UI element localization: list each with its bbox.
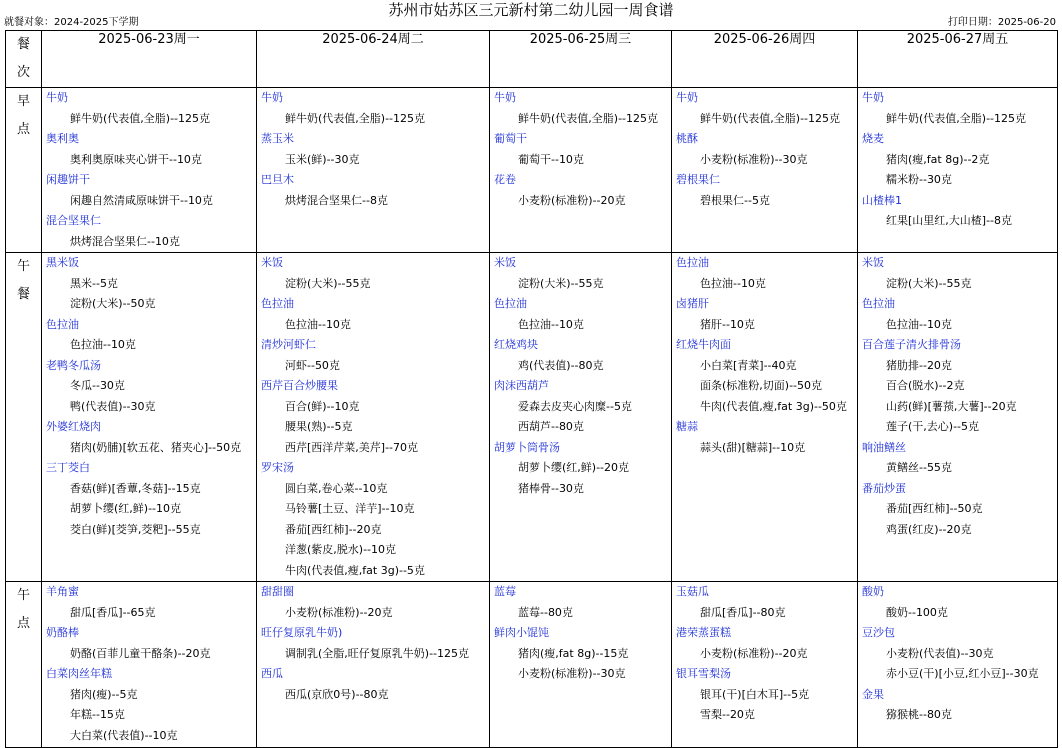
ingredient-item: 百合(鲜)--10克	[285, 399, 360, 413]
ingredient-item: 大白菜(代表值)--10克	[70, 728, 178, 742]
ingredient-item: 小麦粉(标准粉)--20克	[700, 646, 808, 660]
ingredient-item: 鸭(代表值)--30克	[70, 399, 156, 413]
ingredient-item: 鸡蛋(红皮)--20克	[886, 522, 972, 536]
day-header: 2025-06-25周三	[490, 31, 672, 88]
ingredient-item: 奶酪(百菲儿童干酪条)--20克	[70, 646, 211, 660]
ingredient-item: 胡萝卜缨(红,鲜)--10克	[70, 502, 182, 515]
ingredient-item: 甜瓜[香瓜]--80克	[700, 605, 786, 619]
ingredient-item: 胡萝卜缨(红,鲜)--20克	[518, 461, 630, 474]
ingredient-item: 雪梨--20克	[700, 708, 755, 721]
ingredient-item: 小麦粉(标准粉)--30克	[700, 152, 808, 166]
ingredient-item: 腰果(熟)--5克	[285, 420, 353, 433]
ingredient-item: 猪肉(奶脯)[软五花、猪夹心]--50克	[70, 440, 242, 454]
dish-name: 西瓜	[261, 667, 283, 680]
dish-name: 外婆红烧肉	[46, 420, 101, 433]
meal-row	[6, 88, 1058, 253]
ingredient-item: 调制乳(全脂,旺仔复原乳牛奶)--125克	[285, 646, 470, 660]
ingredient-item: 赤小豆(干)[小豆,红小豆]--30克	[886, 667, 1039, 680]
ingredient-item: 爱森去皮夹心肉糜--5克	[518, 399, 632, 413]
ingredient-item: 鲜牛奶(代表值,全脂)--125克	[518, 111, 659, 125]
dish-name: 米饭	[862, 256, 884, 269]
menu-cell	[42, 253, 257, 582]
ingredient-item: 奥利奥原味夹心饼干--10克	[70, 152, 202, 166]
ingredient-item: 鲜牛奶(代表值,全脂)--125克	[700, 111, 841, 125]
ingredient-item: 银耳(干)[白木耳]--5克	[700, 687, 810, 701]
dish-name: 三丁茭白	[46, 461, 90, 474]
ingredient-item: 色拉油--10克	[70, 338, 136, 351]
ingredient-item: 色拉油--10克	[700, 276, 766, 290]
menu-cell	[490, 88, 672, 253]
dish-name: 奶酪棒	[46, 626, 79, 639]
ingredient-item: 闲趣自然清咸原味饼干--10克	[70, 193, 213, 207]
ingredient-item: 牛肉(代表值,瘦,fat 3g)--50克	[700, 399, 847, 413]
ingredient-item: 猪肝--10克	[700, 317, 755, 331]
menu-cell	[42, 582, 257, 748]
ingredient-item: 面条(标准粉,切面)--50克	[700, 379, 823, 392]
ingredient-item: 小麦粉(标准粉)--20克	[285, 605, 393, 619]
dish-name: 酸奶	[862, 585, 884, 598]
ingredient-item: 洋葱(紫皮,脱水)--10克	[285, 543, 397, 556]
ingredient-item: 猕猴桃--80克	[886, 708, 952, 721]
dish-name: 响油鳝丝	[862, 440, 906, 454]
meal-row	[6, 582, 1058, 748]
ingredient-item: 小白菜[青菜]--40克	[700, 358, 797, 372]
ingredient-item: 牛肉(代表值,瘦,fat 3g)--5克	[285, 563, 425, 577]
ingredient-item: 烘烤混合坚果仁--10克	[70, 234, 180, 248]
page-title: 苏州市姑苏区三元新村第二幼儿园一周食谱	[388, 1, 674, 19]
ingredient-item: 蒜头(甜)[糖蒜]--10克	[700, 440, 806, 454]
ingredient-item: 小麦粉(标准粉)--30克	[518, 667, 626, 680]
dish-name: 色拉油	[494, 297, 527, 310]
meal-label: 午 餐	[6, 253, 42, 582]
ingredient-item: 小麦粉(标准粉)--20克	[518, 193, 626, 207]
dish-name: 山楂棒1	[862, 193, 902, 207]
ingredient-item: 蓝莓--80克	[518, 605, 573, 619]
ingredient-item: 黑米--5克	[70, 276, 118, 290]
menu-cell	[42, 88, 257, 253]
dish-name: 银耳雪梨汤	[676, 667, 731, 680]
dish-name: 奥利奥	[46, 132, 79, 145]
ingredient-item: 茭白(鲜)[茭笋,茭粑]--55克	[70, 522, 201, 536]
dish-name: 色拉油	[46, 317, 79, 331]
ingredient-item: 猪肉(瘦)--5克	[70, 687, 138, 701]
ingredient-item: 猪肉(瘦,fat 8g)--15克	[518, 646, 629, 660]
ingredient-item: 糯米粉--30克	[886, 173, 952, 186]
dish-name: 红烧鸡块	[494, 338, 538, 351]
ingredient-item: 淀粉(大米)--55克	[518, 276, 604, 290]
menu-cell	[257, 253, 490, 582]
menu-cell	[490, 582, 672, 748]
dish-name: 豆沙包	[862, 626, 895, 639]
dish-name: 花卷	[494, 173, 516, 186]
dish-name: 桃酥	[676, 132, 698, 145]
menu-cell	[858, 88, 1058, 253]
ingredient-item: 红果[山里红,大山楂]--8克	[886, 214, 1013, 227]
dish-name: 番茄炒蛋	[862, 481, 906, 495]
ingredient-item: 莲子(干,去心)--5克	[886, 420, 980, 433]
dish-name: 卤猪肝	[676, 297, 709, 310]
ingredient-item: 番茄[西红柿]--20克	[285, 522, 382, 536]
ingredient-item: 年糕--15克	[70, 708, 125, 721]
meal-label: 早 点	[6, 88, 42, 253]
meal-column-header: 餐 次	[6, 31, 42, 88]
meal-label: 午 点	[6, 582, 42, 748]
dish-name: 甜甜圈	[261, 585, 294, 598]
day-header: 2025-06-26周四	[672, 31, 858, 88]
menu-cell	[672, 88, 858, 253]
ingredient-item: 猪肉(瘦,fat 8g)--2克	[886, 152, 990, 166]
dish-name: 鲜肉小馄饨	[494, 626, 549, 639]
ingredient-item: 鲜牛奶(代表值,全脂)--125克	[70, 111, 211, 125]
day-header: 2025-06-23周一	[42, 31, 257, 88]
dish-name: 闲趣饼干	[46, 173, 90, 186]
ingredient-item: 马铃薯[土豆、洋芋]--10克	[285, 502, 415, 515]
ingredient-item: 烘烤混合坚果仁--8克	[285, 193, 388, 207]
dish-name: 葡萄干	[494, 132, 527, 145]
ingredient-item: 猪肋排--20克	[886, 358, 952, 372]
ingredient-item: 西葫芦--80克	[518, 420, 584, 433]
ingredient-item: 黄鳝丝--55克	[886, 461, 952, 474]
dish-name: 清炒河虾仁	[261, 338, 316, 351]
dish-name: 金果	[862, 687, 884, 701]
dish-name: 米饭	[494, 256, 516, 269]
day-header: 2025-06-27周五	[858, 31, 1058, 88]
ingredient-item: 香菇(鲜)[香蕈,冬菇]--15克	[70, 481, 201, 495]
print-date: 打印日期：2025-06-20	[947, 17, 1056, 28]
dish-name: 色拉油	[676, 256, 709, 269]
ingredient-item: 色拉油--10克	[886, 317, 952, 331]
menu-cell	[490, 253, 672, 582]
menu-cell	[858, 582, 1058, 748]
ingredient-item: 色拉油--10克	[285, 317, 351, 331]
ingredient-item: 酸奶--100克	[886, 605, 948, 619]
meal-row	[6, 253, 1058, 582]
ingredient-item: 葡萄干--10克	[518, 152, 584, 166]
weekly-menu-table	[5, 30, 1058, 748]
dish-name: 红烧牛肉面	[676, 338, 731, 351]
dish-name: 老鸭冬瓜汤	[46, 358, 101, 372]
ingredient-item: 冬瓜--30克	[70, 379, 125, 392]
dish-name: 烧麦	[862, 132, 884, 145]
menu-cell	[257, 582, 490, 748]
dish-name: 羊角蜜	[46, 585, 79, 598]
audience-label: 就餐对象：2024-2025下学期	[4, 17, 139, 28]
ingredient-item: 鸡(代表值)--80克	[518, 358, 604, 372]
ingredient-item: 西芹[西洋芹菜,美芹]--70克	[285, 440, 419, 454]
dish-name: 牛奶	[862, 91, 884, 104]
ingredient-item: 淀粉(大米)--55克	[285, 276, 371, 290]
ingredient-item: 小麦粉(代表值)--30克	[886, 646, 994, 660]
ingredient-item: 淀粉(大米)--50克	[70, 297, 156, 310]
menu-cell	[672, 253, 858, 582]
ingredient-item: 鲜牛奶(代表值,全脂)--125克	[285, 111, 426, 125]
dish-name: 混合坚果仁	[46, 214, 101, 227]
ingredient-item: 猪棒骨--30克	[518, 481, 584, 495]
dish-name: 碧根果仁	[676, 173, 720, 186]
dish-name: 牛奶	[261, 91, 283, 104]
dish-name: 西芹百合炒腰果	[261, 379, 338, 392]
dish-name: 色拉油	[261, 297, 294, 310]
dish-name: 糖蒜	[676, 420, 698, 433]
dish-name: 牛奶	[676, 91, 698, 104]
ingredient-item: 西瓜(京欣0号)--80克	[285, 687, 389, 701]
ingredient-item: 圆白菜,卷心菜--10克	[285, 481, 388, 495]
dish-name: 色拉油	[862, 297, 895, 310]
dish-name: 港荣蒸蛋糕	[676, 626, 731, 639]
header-row	[6, 31, 1058, 88]
dish-name: 百合莲子清火排骨汤	[862, 338, 961, 351]
ingredient-item: 番茄[西红柿]--50克	[886, 502, 983, 515]
ingredient-item: 碧根果仁--5克	[700, 193, 770, 207]
dish-name: 蒸玉米	[261, 132, 294, 145]
dish-name: 白菜肉丝年糕	[46, 667, 112, 680]
dish-name: 牛奶	[494, 91, 516, 104]
ingredient-item: 色拉油--10克	[518, 317, 584, 331]
ingredient-item: 淀粉(大米)--55克	[886, 276, 972, 290]
day-header: 2025-06-24周二	[257, 31, 490, 88]
ingredient-item: 山药(鲜)[薯蓣,大薯]--20克	[886, 399, 1017, 413]
dish-name: 肉沫西葫芦	[494, 379, 549, 392]
ingredient-item: 河虾--50克	[285, 358, 340, 372]
dish-name: 黑米饭	[46, 256, 79, 269]
dish-name: 罗宋汤	[261, 461, 294, 474]
dish-name: 米饭	[261, 256, 283, 269]
dish-name: 玉菇瓜	[676, 585, 709, 598]
dish-name: 牛奶	[46, 91, 68, 104]
ingredient-item: 甜瓜[香瓜]--65克	[70, 605, 156, 619]
dish-name: 旺仔复原乳牛奶)	[261, 626, 343, 639]
ingredient-item: 玉米(鲜)--30克	[285, 152, 360, 166]
menu-cell	[672, 582, 858, 748]
dish-name: 巴旦木	[261, 173, 294, 186]
ingredient-item: 鲜牛奶(代表值,全脂)--125克	[886, 111, 1027, 125]
menu-cell	[858, 253, 1058, 582]
dish-name: 蓝莓	[494, 585, 516, 598]
ingredient-item: 百合(脱水)--2克	[886, 379, 965, 392]
menu-cell	[257, 88, 490, 253]
dish-name: 胡萝卜筒骨汤	[494, 440, 560, 454]
